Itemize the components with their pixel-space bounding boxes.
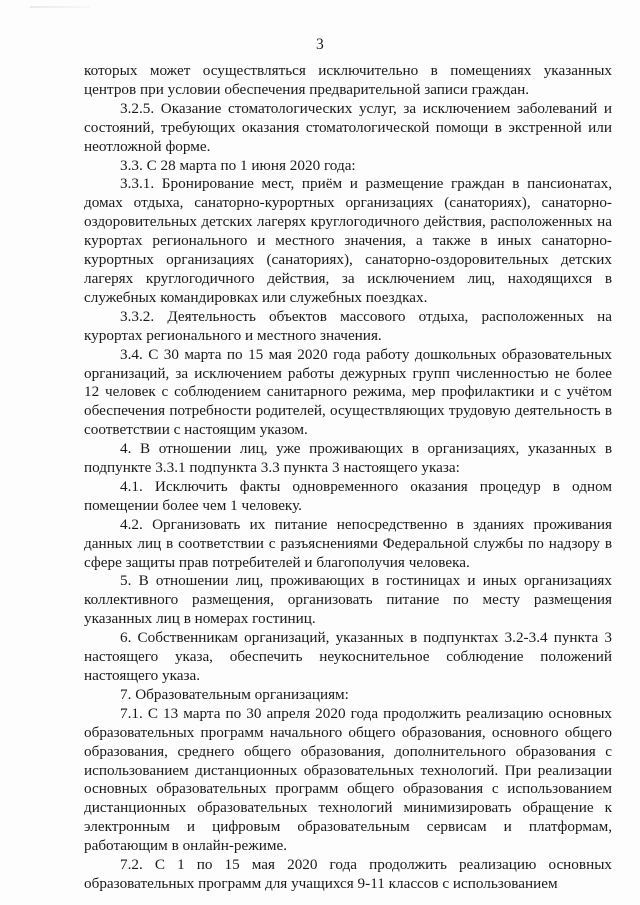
- paragraph-3-4: 3.4. С 30 марта по 15 мая 2020 года работу дошкольных образовательных организаций, за исключением работы дежурных групп численностью не более 12 человек с соблюдением санитарного режима, мер профилактики и с учётом обеспечения потребности родителей, осуществляющих трудовую деятельность в соответствии с настоящим указом.: [84, 345, 612, 439]
- document-body: [84, 62, 612, 894]
- paragraph-7: 7. Образовательным организациям:: [120, 685, 349, 703]
- scan-artifact: [30, 6, 90, 8]
- paragraph-continuation: которых может осуществляться исключительно в помещениях указанных центров при условии обеспечения предварительной записи граждан.: [84, 62, 612, 98]
- paragraph-6: 6. Собственникам организаций, указанных в подпунктах 3.2-3.4 пункта 3 настоящего указа, обеспечить неукоснительное соблюдение положений настоящего указа.: [84, 629, 612, 684]
- paragraph-3-3: 3.3. С 28 марта по 1 июня 2020 года:: [120, 156, 356, 174]
- paragraph-3-2-5: 3.2.5. Оказание стоматологических услуг, за исключением заболеваний и состояний, требующих оказания стоматологической помощи в экстренной или неотложной форме.: [84, 99, 612, 155]
- paragraph-3-3-1: 3.3.1. Бронирование мест, приём и размещение граждан в пансионатах, домах отдыха, санаторно-курортных организациях (санаториях), санаторно-оздоровительных детских лагерях круглогодичного действия, расположенных на курортах регионального и местного значения, а также в иных санаторно-курортных организациях (санаториях), санаторно-оздоровительных детских лагерях круглогодичного действия, за исключением лиц, находящихся в служебных командировках или служебных поездках.: [84, 175, 612, 306]
- paragraph-4-2: 4.2. Организовать их питание непосредственно в зданиях проживания данных лиц в соответствии с разъяснениями Федеральной службы по надзору в сфере защиты прав потребителей и благополучия человека.: [84, 515, 612, 571]
- page-number: 3: [316, 36, 324, 53]
- paragraph-4: 4. В отношении лиц, уже проживающих в организациях, указанных в подпункте 3.3.1 подпункта 3.3 пункта 3 настоящего указа:: [84, 440, 612, 477]
- paragraph-7-2: 7.2. С 1 по 15 мая 2020 года продолжить реализацию основных образовательных программ для учащихся 9-11 классов с использованием: [84, 856, 612, 892]
- paragraph-3-3-2: 3.3.2. Деятельность объектов массового отдыха, расположенных на курортах регионального и местного значения.: [84, 307, 612, 344]
- paragraph-7-1: 7.1. С 13 марта по 30 апреля 2020 года продолжить реализацию основных образовательных программ начального общего образования, основного общего образования, среднего общего образования, дополнительного образования с использованием дистанционных образовательных технологий. При реализации основных образовательных программ общего образования с использованием дистанционных образовательных технологий минимизировать обращение к электронным и цифровым образовательным сервисам и платформам, работающим в онлайн-режиме.: [84, 704, 612, 855]
- paragraph-4-1: 4.1. Исключить факты одновременного оказания процедур в одном помещении более чем 1 человеку.: [84, 477, 612, 514]
- paragraph-5: 5. В отношении лиц, проживающих в гостиницах и иных организациях коллективного размещения, организовать питание по месту размещения указанных лиц в номерах гостиниц.: [84, 572, 612, 628]
